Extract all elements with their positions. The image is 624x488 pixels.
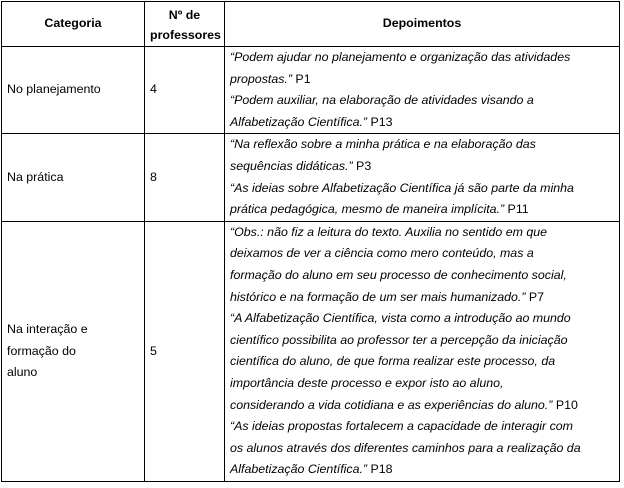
cell-categoria: Na prática (2, 134, 145, 221)
depoimento-line (230, 459, 614, 481)
depoimento-quote-text: “Na reflexão sobre a minha prática e na elaboração das (230, 137, 536, 152)
depoimento-line (230, 351, 614, 373)
depoimento-quote-text: “Obs.: não fiz a leitura do texto. Auxilia no sentido em que (230, 224, 548, 239)
cell-depoimentos (225, 47, 620, 134)
depoimento-quote-text: histórico e na formação de um ser mais humanizado.” (230, 289, 526, 304)
depoimento-quote-text: científica do aluno, de que forma realizar este processo, da (230, 354, 556, 369)
header-numero-professores (145, 2, 225, 47)
depoimento-line (230, 373, 614, 395)
professor-tag: P18 (367, 462, 393, 477)
cell-depoimentos (225, 221, 620, 481)
cell-categoria: No planejamento (2, 47, 145, 134)
cell-numero-professores: 5 (145, 221, 225, 481)
depoimento-quote-text: Alfabetização Científica.” (230, 462, 368, 477)
professor-tag: P3 (352, 158, 372, 173)
depoimento-quote-text: Alfabetização Científica.” (230, 114, 368, 129)
table-row (2, 47, 620, 134)
header-categoria: Categoria (2, 2, 145, 47)
depoimento-quote-text: “A Alfabetização Científica, vista como a introdução ao mundo (230, 311, 571, 326)
depoimento-line (230, 243, 614, 265)
header-num-line1: Nº de (168, 7, 201, 22)
depoimento-line (230, 199, 614, 221)
depoimentos-table (1, 1, 620, 482)
depoimento-line (230, 178, 614, 200)
depoimento-line (230, 112, 614, 134)
professor-tag: P13 (367, 114, 393, 129)
depoimento-quote-text: “Podem auxiliar, na elaboração de atividades visando a (230, 93, 534, 108)
professor-tag: P10 (552, 397, 578, 412)
header-row (2, 2, 620, 47)
header-depoimentos: Depoimentos (225, 2, 620, 47)
depoimento-quote-text: prática pedagógica, mesmo de maneira implícita.” (230, 202, 505, 217)
table-row (2, 221, 620, 481)
depoimento-quote-text: os alunos através dos diferentes caminhos para a realização da (230, 440, 581, 455)
depoimento (230, 416, 614, 481)
depoimento-line (230, 287, 614, 309)
depoimento (230, 178, 614, 221)
depoimento-quote-text: formação do aluno em seu processo de conhecimento social, (230, 267, 567, 282)
depoimento-quote-text: científico possibilita ao professor ter a percepção da iniciação (230, 332, 568, 347)
depoimento-line (230, 265, 614, 287)
depoimento-line (230, 395, 614, 417)
depoimento-quote-text: sequências didáticas.” (230, 158, 353, 173)
depoimento-quote-text: considerando a vida cotidiana e as experiências do aluno.” (230, 397, 553, 412)
depoimento-line (230, 156, 614, 178)
cell-numero-professores: 8 (145, 134, 225, 221)
cell-numero-professores: 4 (145, 47, 225, 134)
depoimento-quote-text: “Podem ajudar no planejamento e organização das atividades (230, 50, 571, 64)
depoimento (230, 47, 614, 90)
depoimento-line (230, 416, 614, 438)
depoimento (230, 222, 614, 308)
depoimento-line (230, 222, 614, 244)
depoimento-quote-text: deixamos de ver a ciência como mero conteúdo, mas a (230, 246, 534, 261)
depoimento (230, 308, 614, 416)
categoria-line: aluno (7, 365, 38, 380)
depoimento-line (230, 69, 614, 91)
cell-depoimentos (225, 134, 620, 221)
cell-categoria (2, 221, 145, 481)
professor-tag: P7 (525, 289, 545, 304)
categoria-line: formação do (7, 343, 76, 358)
depoimento-quote-text: “As ideias propostas fortalecem a capacidade de interagir com (230, 419, 573, 434)
header-num-line2: professores (150, 27, 221, 42)
categoria-line: Na interação e (7, 321, 88, 336)
depoimento-line (230, 438, 614, 460)
depoimento-line (230, 330, 614, 352)
depoimento-line (230, 134, 614, 156)
depoimento-quote-text: importância deste processo e expor isto ao aluno, (230, 375, 504, 390)
depoimento (230, 90, 614, 133)
table-row (2, 134, 620, 221)
depoimento-line (230, 47, 614, 69)
depoimento (230, 134, 614, 177)
professor-tag: P1 (291, 71, 311, 86)
professor-tag: P11 (504, 202, 529, 217)
depoimento-line (230, 308, 614, 330)
depoimento-quote-text: propostas.” (230, 71, 292, 86)
depoimento-quote-text: “As ideias sobre Alfabetização Científica já são parte da minha (230, 180, 574, 195)
depoimento-line (230, 90, 614, 112)
